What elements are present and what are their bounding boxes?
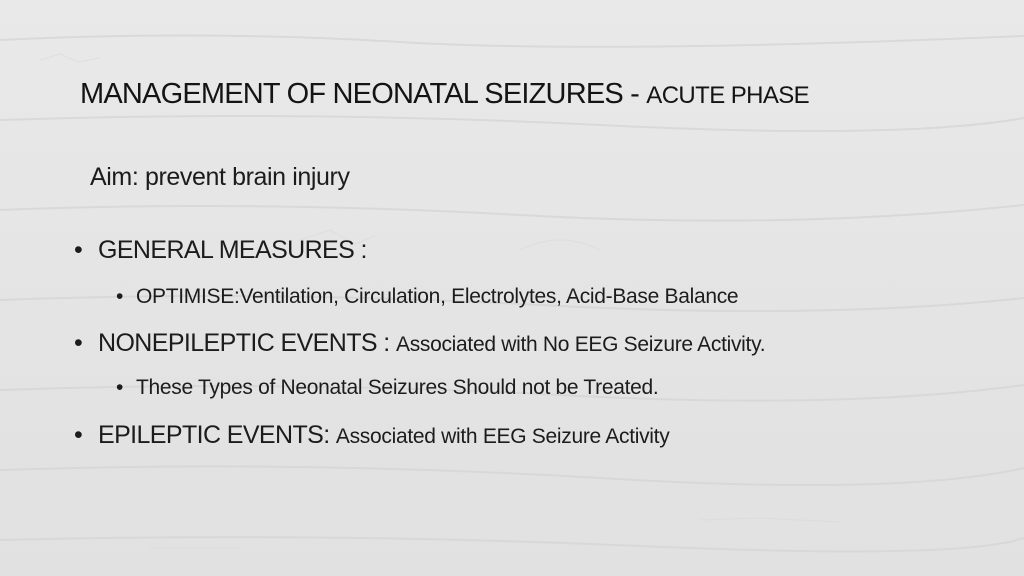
bullet-dot: • [74, 329, 83, 357]
sub-bullet-not-treated [116, 376, 658, 400]
bullet-nonepileptic-events [74, 329, 765, 358]
bullet-detail: Associated with No EEG Seizure Activity. [395, 333, 766, 356]
bullet-detail: Associated with EEG Seizure Activity [335, 425, 670, 448]
bullet-dot: • [116, 376, 124, 399]
bullet-label: These Types of Neonatal Seizures Should not be Treated. [136, 376, 659, 399]
bullet-label: EPILEPTIC EVENTS: [98, 421, 336, 449]
bullet-dot: • [116, 285, 124, 308]
sub-bullet-optimise [116, 285, 738, 309]
aim-line: Aim: prevent brain injury [90, 163, 350, 191]
bullet-dot: • [74, 421, 83, 449]
bullet-label: NONEPILEPTIC EVENTS : [98, 329, 396, 357]
bullet-label: OPTIMISE:Ventilation, Circulation, Electrolytes, Acid-Base Balance [136, 285, 739, 308]
title-main: MANAGEMENT OF NEONATAL SEIZURES - [80, 78, 647, 110]
bullet-label: GENERAL MEASURES : [98, 236, 367, 264]
slide-title [80, 78, 809, 111]
title-sub: ACUTE PHASE [646, 82, 810, 109]
bullet-epileptic-events [74, 421, 669, 450]
bullet-general-measures [74, 236, 367, 265]
bullet-dot: • [74, 236, 83, 264]
